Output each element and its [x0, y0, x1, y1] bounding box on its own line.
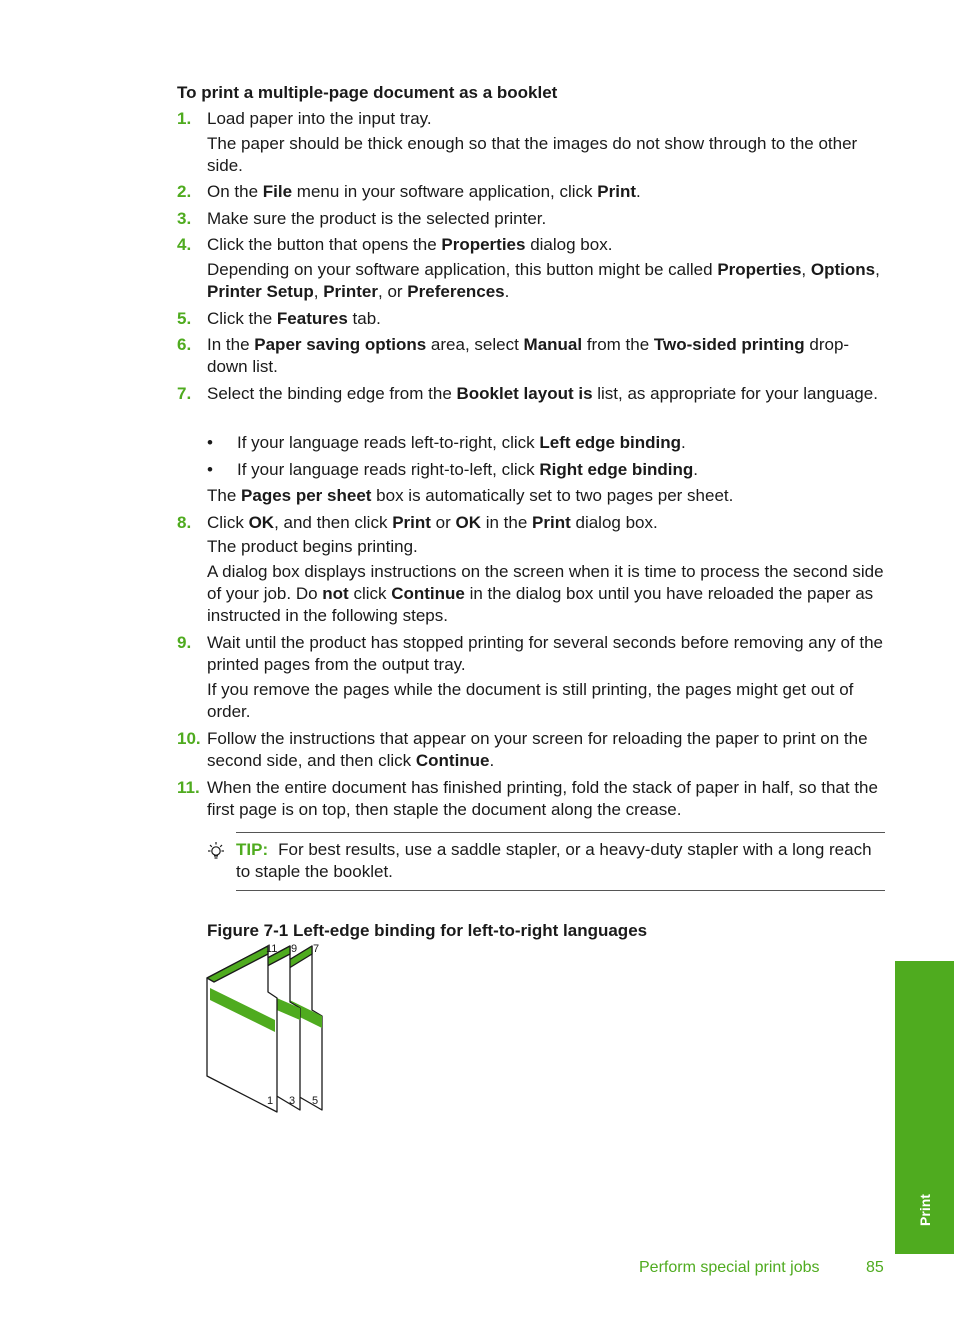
step-number: 4.: [177, 235, 192, 254]
bullet-text: If your language reads left-to-right, click Left edge binding.: [237, 433, 686, 452]
step-text: Click the Features tab.: [207, 309, 381, 328]
page-label-bottom: 1: [267, 1095, 274, 1107]
step-11: [177, 777, 885, 821]
step-8: [177, 512, 885, 534]
step-text: In the Paper saving options area, select Manual from the Two-sided printing drop-down list.: [207, 335, 850, 376]
bullet-item: [207, 459, 885, 481]
page-label-top: 7: [313, 943, 320, 955]
bullet-item: [207, 432, 885, 454]
section-heading: To print a multiple-page document as a booklet: [177, 83, 558, 102]
step-7-note: The Pages per sheet box is automatically set to two pages per sheet.: [207, 486, 734, 505]
step-7: [177, 383, 885, 405]
step-3: [177, 208, 885, 230]
step-number: 1.: [177, 109, 192, 128]
step-number: 2.: [177, 182, 192, 201]
bullet-dot: •: [207, 433, 213, 452]
tip-label: TIP:: [236, 840, 269, 859]
step-9: [177, 632, 885, 676]
step-number: 10.: [177, 729, 201, 748]
step-number: 11.: [177, 778, 200, 797]
chapter-side-tab: [895, 961, 954, 1254]
step-1: [177, 108, 885, 130]
page-label-bottom: 3: [289, 1095, 296, 1107]
figure-caption: Figure 7-1 Left-edge binding for left-to-right languages: [207, 921, 648, 940]
step-6: [177, 334, 885, 378]
step-number: 5.: [177, 309, 192, 328]
tip-bottom-rule: [236, 890, 885, 891]
lightbulb-icon: [205, 841, 227, 863]
step-text: Load paper into the input tray.: [207, 109, 432, 128]
step-5: [177, 308, 885, 330]
page-number: 85: [866, 1259, 884, 1276]
step-4: [177, 234, 885, 256]
step-number: 6.: [177, 335, 192, 354]
step-number: 8.: [177, 513, 192, 532]
step-1-note: The paper should be thick enough so that the images do not show through to the other side.: [207, 134, 858, 175]
bullet-dot: •: [207, 460, 213, 479]
chapter-tab-label: Print: [916, 1194, 933, 1226]
step-10: [177, 728, 885, 772]
bullet-text: If your language reads right-to-left, click Right edge binding.: [237, 460, 699, 479]
step-text: Click the button that opens the Properties dialog box.: [207, 235, 613, 254]
step-2: [177, 181, 885, 203]
page-label-top: 11: [266, 943, 278, 955]
footer-section-title: Perform special print jobs: [639, 1259, 820, 1276]
step-9-note: If you remove the pages while the document is still printing, the pages might get out of order.: [207, 680, 854, 721]
step-number: 9.: [177, 633, 192, 652]
step-text: Wait until the product has stopped printing for several seconds before removing any of the printed pages from the output tray.: [207, 633, 883, 674]
step-text: When the entire document has finished printing, fold the stack of paper in half, so that the first page is on top, then staple the document along the crease.: [207, 778, 878, 819]
step-number: 3.: [177, 209, 192, 228]
tip-text: TIP: For best results, use a saddle stapler, or a heavy-duty stapler with a long reach to staple the booklet.: [236, 840, 872, 881]
step-8-note-2: A dialog box displays instructions on the screen when it is time to process the second side of your job. Do not click Continue in the dialog box until you have reloaded the paper as instructed in the following steps.: [207, 562, 884, 625]
step-text: On the File menu in your software application, click Print.: [207, 182, 641, 201]
step-4-note: Depending on your software application, this button might be called Properties, Options, Printer Setup, Printer, or Preferences.: [207, 260, 880, 301]
step-text: Select the binding edge from the Booklet layout is list, as appropriate for your language.: [207, 384, 878, 403]
step-text: Follow the instructions that appear on your screen for reloading the paper to print on the second side, and then click Continue.: [207, 729, 868, 770]
step-text: Click OK, and then click Print or OK in the Print dialog box.: [207, 513, 658, 532]
page-label-bottom: 5: [312, 1095, 319, 1107]
step-text: Make sure the product is the selected printer.: [207, 209, 547, 228]
tip-top-rule: [236, 832, 885, 833]
step-8-note: The product begins printing.: [207, 537, 418, 556]
step-number: 7.: [177, 384, 192, 403]
page-label-top: 9: [291, 943, 298, 955]
booklet-binding-illustration: [200, 940, 330, 1115]
